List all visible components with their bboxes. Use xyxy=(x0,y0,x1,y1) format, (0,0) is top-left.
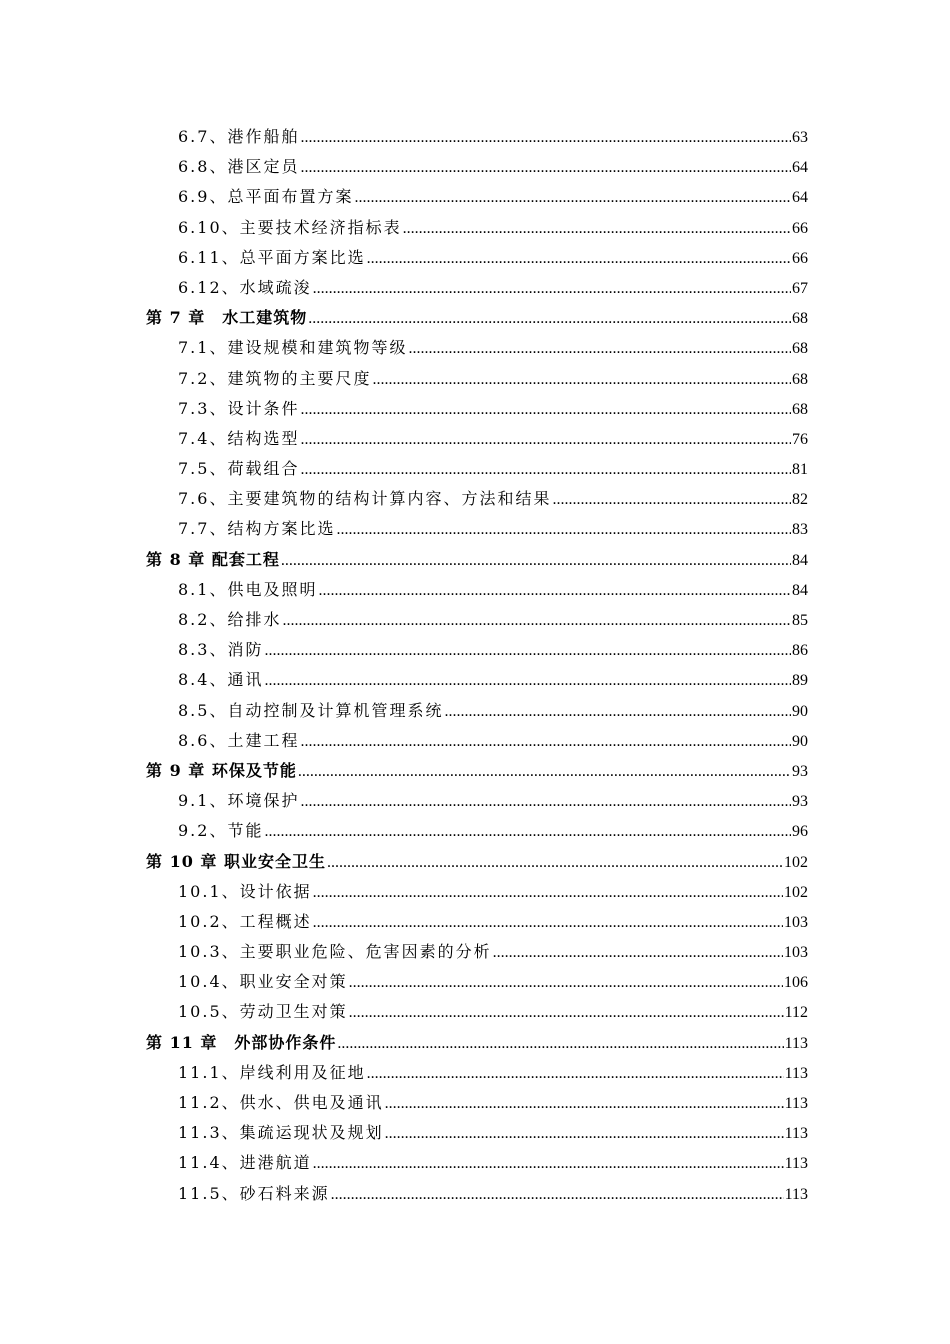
toc-dot-leader xyxy=(313,908,783,937)
toc-entry-title: 10.3、主要职业危险、危害因素的分析 xyxy=(178,942,492,962)
toc-entry-title: 6.12、水域疏浚 xyxy=(178,277,312,297)
toc-dot-leader xyxy=(300,153,791,182)
toc-entry-page-number: 68 xyxy=(792,340,808,358)
toc-entry-page-number: 93 xyxy=(792,793,808,811)
toc-entry-page-number: 86 xyxy=(792,642,808,660)
toc-section-entry[interactable] xyxy=(146,665,808,695)
toc-entry-page-number: 113 xyxy=(784,1185,808,1203)
toc-entry-title: 6.8、港区定员 xyxy=(178,157,300,177)
toc-dot-leader xyxy=(308,304,791,333)
toc-entry-page-number: 85 xyxy=(792,612,808,629)
toc-entry-page-number: 93 xyxy=(792,762,808,780)
toc-section-entry[interactable] xyxy=(146,937,808,967)
toc-entry-page-number: 68 xyxy=(792,400,808,418)
toc-entry-title: 10.4、职业安全对策 xyxy=(178,972,348,992)
toc-dot-leader xyxy=(552,485,791,514)
toc-section-entry[interactable] xyxy=(146,907,808,937)
toc-dot-leader xyxy=(367,244,791,273)
toc-dot-leader xyxy=(300,455,791,484)
toc-entry-title: 6.10、主要技术经济指标表 xyxy=(178,217,402,237)
toc-entry-page-number: 113 xyxy=(784,1095,808,1112)
toc-entry-title: 10.5、劳动卫生对策 xyxy=(178,1002,348,1022)
toc-entry-title: 8.1、供电及照明 xyxy=(178,579,318,599)
toc-dot-leader xyxy=(313,1149,784,1178)
toc-entry-page-number: 63 xyxy=(792,129,808,146)
toc-dot-leader xyxy=(444,697,791,726)
toc-section-entry[interactable] xyxy=(146,1148,808,1178)
toc-entry-page-number: 106 xyxy=(784,974,808,992)
toc-entry-title: 8.4、通讯 xyxy=(178,670,264,690)
toc-entry-title: 8.3、消防 xyxy=(178,640,264,660)
toc-entry-page-number: 81 xyxy=(792,461,808,479)
toc-section-entry[interactable] xyxy=(146,514,808,544)
toc-entry-page-number: 76 xyxy=(792,430,808,448)
toc-entry-page-number: 66 xyxy=(792,219,808,237)
toc-dot-leader xyxy=(313,878,783,907)
toc-entry-page-number: 89 xyxy=(792,672,808,690)
toc-dot-leader xyxy=(336,515,791,544)
toc-dot-leader xyxy=(408,334,791,363)
toc-entry-page-number: 103 xyxy=(784,944,808,962)
toc-chapter-entry[interactable] xyxy=(146,303,808,333)
toc-entry-page-number: 103 xyxy=(784,913,808,931)
toc-entry-title: 11.1、岸线利用及征地 xyxy=(178,1062,366,1082)
toc-entry-page-number: 112 xyxy=(784,1004,808,1022)
toc-section-entry[interactable] xyxy=(146,243,808,273)
toc-dot-leader xyxy=(282,606,791,635)
toc-section-entry[interactable] xyxy=(146,696,808,726)
table-of-contents xyxy=(146,122,808,1209)
toc-entry-title: 7.3、设计条件 xyxy=(178,398,300,418)
toc-entry-page-number: 102 xyxy=(784,853,808,871)
toc-dot-leader xyxy=(264,666,791,695)
toc-section-entry[interactable] xyxy=(146,182,808,212)
toc-entry-title: 6.9、总平面布置方案 xyxy=(178,187,354,207)
toc-entry-page-number: 113 xyxy=(784,1155,808,1173)
toc-chapter-entry[interactable] xyxy=(146,847,808,877)
toc-dot-leader xyxy=(300,123,791,152)
toc-entry-page-number: 67 xyxy=(792,279,808,297)
toc-section-entry[interactable] xyxy=(146,1118,808,1148)
toc-entry-page-number: 113 xyxy=(784,1034,808,1052)
toc-entry-title: 第 7 章 水工建筑物 xyxy=(146,308,308,328)
toc-entry-page-number: 82 xyxy=(792,491,808,509)
toc-dot-leader xyxy=(300,395,791,424)
toc-dot-leader xyxy=(313,274,791,303)
toc-dot-leader xyxy=(337,1029,783,1058)
toc-entry-title: 11.4、进港航道 xyxy=(178,1153,312,1173)
toc-dot-leader xyxy=(281,546,791,575)
toc-dot-leader xyxy=(300,727,791,756)
toc-entry-page-number: 84 xyxy=(792,581,808,599)
toc-entry-title: 8.2、给排水 xyxy=(178,610,282,629)
toc-entry-page-number: 96 xyxy=(792,823,808,841)
toc-entry-page-number: 68 xyxy=(792,370,808,388)
toc-dot-leader xyxy=(349,968,783,997)
toc-entry-page-number: 113 xyxy=(784,1125,808,1143)
toc-entry-title: 9.1、环境保护 xyxy=(178,791,300,811)
toc-dot-leader xyxy=(331,1180,784,1209)
toc-dot-leader xyxy=(300,425,791,454)
toc-entry-page-number: 90 xyxy=(792,732,808,750)
toc-entry-title: 10.2、工程概述 xyxy=(178,911,312,931)
toc-entry-title: 7.7、结构方案比选 xyxy=(178,519,336,539)
toc-chapter-entry[interactable] xyxy=(146,756,808,786)
toc-section-entry[interactable] xyxy=(146,605,808,635)
toc-dot-leader xyxy=(372,365,791,394)
toc-section-entry[interactable] xyxy=(146,967,808,997)
toc-section-entry[interactable] xyxy=(146,877,808,907)
toc-entry-title: 7.2、建筑物的主要尺度 xyxy=(178,368,372,388)
toc-section-entry[interactable] xyxy=(146,635,808,665)
toc-section-entry[interactable] xyxy=(146,333,808,363)
toc-section-entry[interactable] xyxy=(146,122,808,152)
toc-entry-title: 7.6、主要建筑物的结构计算内容、方法和结果 xyxy=(178,489,552,509)
toc-dot-leader xyxy=(264,636,791,665)
toc-section-entry[interactable] xyxy=(146,273,808,303)
toc-entry-page-number: 113 xyxy=(784,1064,808,1082)
toc-section-entry[interactable] xyxy=(146,1179,808,1209)
toc-section-entry[interactable] xyxy=(146,484,808,514)
toc-entry-title: 8.5、自动控制及计算机管理系统 xyxy=(178,700,444,720)
toc-entry-title: 9.2、节能 xyxy=(178,821,264,841)
toc-section-entry[interactable] xyxy=(146,1088,808,1118)
toc-entry-title: 第 9 章 环保及节能 xyxy=(146,760,297,780)
toc-dot-leader xyxy=(403,214,791,243)
toc-section-entry[interactable] xyxy=(146,454,808,484)
toc-section-entry[interactable] xyxy=(146,152,808,182)
toc-dot-leader xyxy=(300,787,791,816)
toc-dot-leader xyxy=(264,817,791,846)
toc-chapter-entry[interactable] xyxy=(146,545,808,575)
toc-entry-page-number: 64 xyxy=(792,159,808,177)
toc-entry-title: 6.11、总平面方案比选 xyxy=(178,247,366,267)
toc-entry-title: 10.1、设计依据 xyxy=(178,881,312,901)
toc-entry-title: 11.2、供水、供电及通讯 xyxy=(178,1093,384,1112)
toc-entry-title: 8.6、土建工程 xyxy=(178,730,300,750)
toc-entry-page-number: 66 xyxy=(792,249,808,267)
toc-entry-title: 第 10 章 职业安全卫生 xyxy=(146,851,326,871)
toc-entry-title: 6.7、港作船舶 xyxy=(178,127,300,146)
toc-entry-title: 7.1、建设规模和建筑物等级 xyxy=(178,338,408,358)
toc-dot-leader xyxy=(367,1059,784,1088)
toc-entry-page-number: 68 xyxy=(792,310,808,328)
toc-dot-leader xyxy=(385,1119,784,1148)
toc-dot-leader xyxy=(385,1089,784,1118)
toc-entry-title: 11.5、砂石料来源 xyxy=(178,1183,330,1203)
toc-entry-title: 7.4、结构选型 xyxy=(178,428,300,448)
toc-section-entry[interactable] xyxy=(146,786,808,816)
toc-section-entry[interactable] xyxy=(146,726,808,756)
toc-section-entry[interactable] xyxy=(146,816,808,846)
toc-section-entry[interactable] xyxy=(146,394,808,424)
toc-entry-title: 11.3、集疏运现状及规划 xyxy=(178,1123,384,1143)
toc-entry-title: 7.5、荷载组合 xyxy=(178,459,300,479)
toc-section-entry[interactable] xyxy=(146,997,808,1027)
toc-dot-leader xyxy=(298,757,791,786)
toc-dot-leader xyxy=(354,183,791,212)
toc-entry-page-number: 84 xyxy=(792,551,808,569)
toc-entry-title: 第 11 章 外部协作条件 xyxy=(146,1032,337,1052)
toc-dot-leader xyxy=(349,998,784,1027)
toc-entry-page-number: 64 xyxy=(792,189,808,207)
toc-section-entry[interactable] xyxy=(146,213,808,243)
toc-dot-leader xyxy=(493,938,783,967)
toc-entry-page-number: 83 xyxy=(792,521,808,539)
toc-entry-title: 第 8 章 配套工程 xyxy=(146,549,280,569)
toc-section-entry[interactable] xyxy=(146,364,808,394)
toc-dot-leader xyxy=(327,848,783,877)
toc-section-entry[interactable] xyxy=(146,424,808,454)
toc-entry-page-number: 102 xyxy=(784,883,808,901)
toc-chapter-entry[interactable] xyxy=(146,1028,808,1058)
toc-section-entry[interactable] xyxy=(146,1058,808,1088)
toc-entry-page-number: 90 xyxy=(792,702,808,720)
toc-section-entry[interactable] xyxy=(146,575,808,605)
toc-dot-leader xyxy=(318,576,791,605)
